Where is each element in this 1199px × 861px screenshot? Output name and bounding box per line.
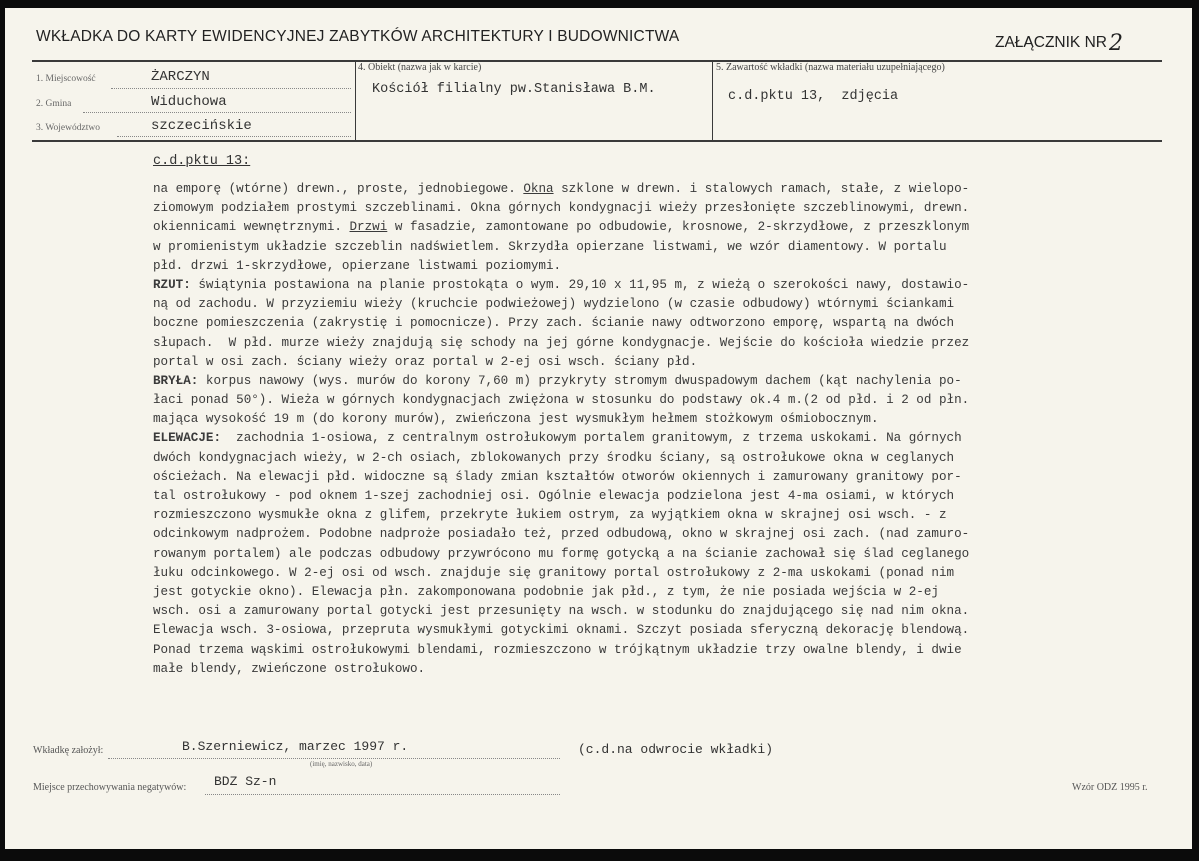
text-line: tal ostrołukowy - pod oknem 1-szej zachodniej osi. Ogólnie elewacja podzielona jest 4-ma osiami, w których [153, 489, 955, 503]
text-line: RZUT: świątynia postawiona na planie prostokąta o wym. 29,10 x 11,95 m, z wieżą o szerokości nawy, dostawio- [153, 277, 970, 292]
text-line: Ponad trzema wąskimi ostrołukowymi blendami, rozmieszczono w trójkątnym układzie trzy owalne blendy, i dwie [153, 642, 962, 657]
text-line: portal w osi zach. ściany wieży oraz portal w 2-ej osi wsch. ściany płd. [153, 354, 698, 369]
contents-label: 5. Zawartość wkładki (nazwa materiału uzupełniającego) [716, 62, 945, 73]
text-line: łuku odcinkowego. W 2-ej osi od wsch. znajduje się granitowy portal ostrołukowy z 2-ma uskokami (ponad nim [153, 565, 955, 580]
continued-note: (c.d.na odwrocie wkładki) [578, 742, 774, 757]
contents-value: c.d.pktu 13, zdjęcia [728, 89, 899, 104]
text-line: na emporę (wtórne) drewn., proste, jednobiegowe. Okna szklone w drewn. i stalowych ramach, stałe, z wielopo- [153, 182, 970, 196]
text-line: rozmieszczono wysmukłe okna z glifem, przekryte łukiem ostrym, za wyjątkiem okna w skrajnej osi wsch. - z [153, 508, 947, 523]
negatives-label: Miejsce przechowywania negatywów: [33, 782, 187, 793]
form-divider-2 [712, 60, 713, 142]
text-line: okiennicami wewnętrznymi. Drzwi w fasadzie, zamontowane po odbudowie, krosnowe, 2-skrzydłowe, z przeszklonym [153, 220, 970, 235]
underlined-keyword: Drzwi [349, 220, 388, 235]
description-text [153, 180, 1073, 679]
text-line: dwóch kondygnacjach wieży, w 2-ch osiach, zblokowanych przy środku ściany, są ostrołukowe okna w ceglanych [153, 450, 955, 465]
field-dots [83, 112, 351, 113]
text-line: mająca wysokość 19 m (do korony murów), zwieńczona jest wysmukłym hełmem stożkowym ośmiobocznym. [153, 412, 879, 427]
negatives-value: BDZ Sz-n [214, 774, 277, 789]
text-line: ELEWACJE: zachodnia 1-osiowa, z centralnym ostrołukowym portalem granitowym, z trzema uskokami. Na górnych [153, 431, 962, 446]
field-label-commune: 2. Gmina [36, 99, 72, 109]
author-value: B.Szerniewicz, marzec 1997 r. [182, 739, 409, 754]
document-page [5, 8, 1192, 849]
section-heading: RZUT: [153, 277, 191, 292]
text-line: ościeżach. Na elewacji płd. widoczne są ślady zmian kształtów otworów okiennych i zamurowany granitowy por- [153, 469, 962, 484]
text-line: płd. drzwi 1-skrzydłowe, opierzane listwami poziomymi. [153, 258, 562, 273]
text-line: ziomowym podziałem prostymi szczeblinami. Okna górnych kondygnacji wieży przesłonięte szczeblinowymi, drewn. [153, 201, 970, 216]
section-title: c.d.pktu 13: [153, 154, 251, 169]
negatives-dots [205, 794, 560, 795]
object-label: 4. Obiekt (nazwa jak w karcie) [358, 62, 482, 73]
text-line: odcinkowym nadprożem. Podobne nadproże posiadało też, przed odbudową, okno w skrajnej osi zach. (nad zamuro- [153, 527, 970, 542]
field-value-commune: Widuchowa [151, 94, 227, 110]
field-label-voivodeship: 3. Województwo [36, 123, 100, 133]
object-value: Kościół filialny pw.Stanisława B.M. [372, 82, 656, 97]
annex-label-text: ZAŁĄCZNIK NR [995, 34, 1107, 51]
text-line: BRYŁA: korpus nawowy (wys. murów do korony 7,60 m) przykryty stromym dwuspadowym dachem (kąt nachylenia po- [153, 373, 962, 388]
form-bottom-rule [32, 140, 1162, 142]
text-line: słupach. W płd. murze wieży znajdują się schody na jej górne kondygnacje. Wejście do kościoła wiedzie przez [153, 335, 970, 350]
text-line: Elewacja wsch. 3-osiowa, przepruta wysmukłymi gotyckimi oknami. Szczyt posiada sferyczną dekorację blendową. [153, 623, 970, 638]
text-line: ną od zachodu. W przyziemiu wieży (kruchcie podwieżowej) wydzielono (w czasie odbudowy) wtórnymi ściankami [153, 297, 955, 312]
field-value-locality: ŻARCZYN [151, 69, 210, 85]
field-value-voivodeship: szczecińskie [151, 118, 252, 134]
field-dots [117, 136, 351, 137]
template-note: Wzór ODZ 1995 r. [1072, 782, 1148, 793]
text-line: jest gotyckie okno). Elewacja płn. zakomponowana podobnie jak płd., z tym, że nie posiada wejścia w 2-ej [153, 584, 939, 599]
author-hint: (imię, nazwisko, data) [310, 760, 373, 768]
section-heading: BRYŁA: [153, 373, 199, 388]
text-line: wsch. osi a zamurowany portal gotycki jest przesunięty na wsch. w stodunku do znajdującego się nad nim okna. [153, 604, 970, 619]
author-dots [108, 758, 560, 759]
text-line: małe blendy, zwieńczone ostrołukowo. [153, 661, 426, 676]
underlined-keyword: Okna [523, 182, 554, 196]
annex-number: 2 [1108, 31, 1123, 56]
document-title: WKŁADKA DO KARTY EWIDENCYJNEJ ZABYTKÓW ARCHITEKTURY I BUDOWNICTWA [36, 28, 680, 45]
text-line: w promienistym układzie szczeblin nadświetlem. Skrzydła opierzane listwami, we wzór diamentowy. W portalu [153, 239, 947, 254]
text-line: boczne pomieszczenia (zakrystię i pomocnicze). Przy zach. ścianie nawy odtworzono emporę, wspartą na dwóch [153, 316, 955, 331]
annex-label [995, 28, 1123, 56]
field-dots [111, 88, 351, 89]
author-label: Wkładkę założył: [33, 745, 104, 756]
form-top-rule [32, 60, 1162, 62]
field-label-locality: 1. Miejscowość [36, 74, 96, 84]
text-line: rowanym portalem) ale podczas odbudowy przywrócono mu formę gotycką a na ścianie zachował się ślad ceglanego [153, 546, 970, 561]
text-line: łaci ponad 50°). Wieża w górnych kondygnacjach zwiężona w stosunku do podstawy ok.4 m.(2 od płd. i 2 od płn. [153, 393, 970, 408]
section-heading: ELEWACJE: [153, 431, 222, 446]
form-divider-1 [355, 60, 356, 142]
